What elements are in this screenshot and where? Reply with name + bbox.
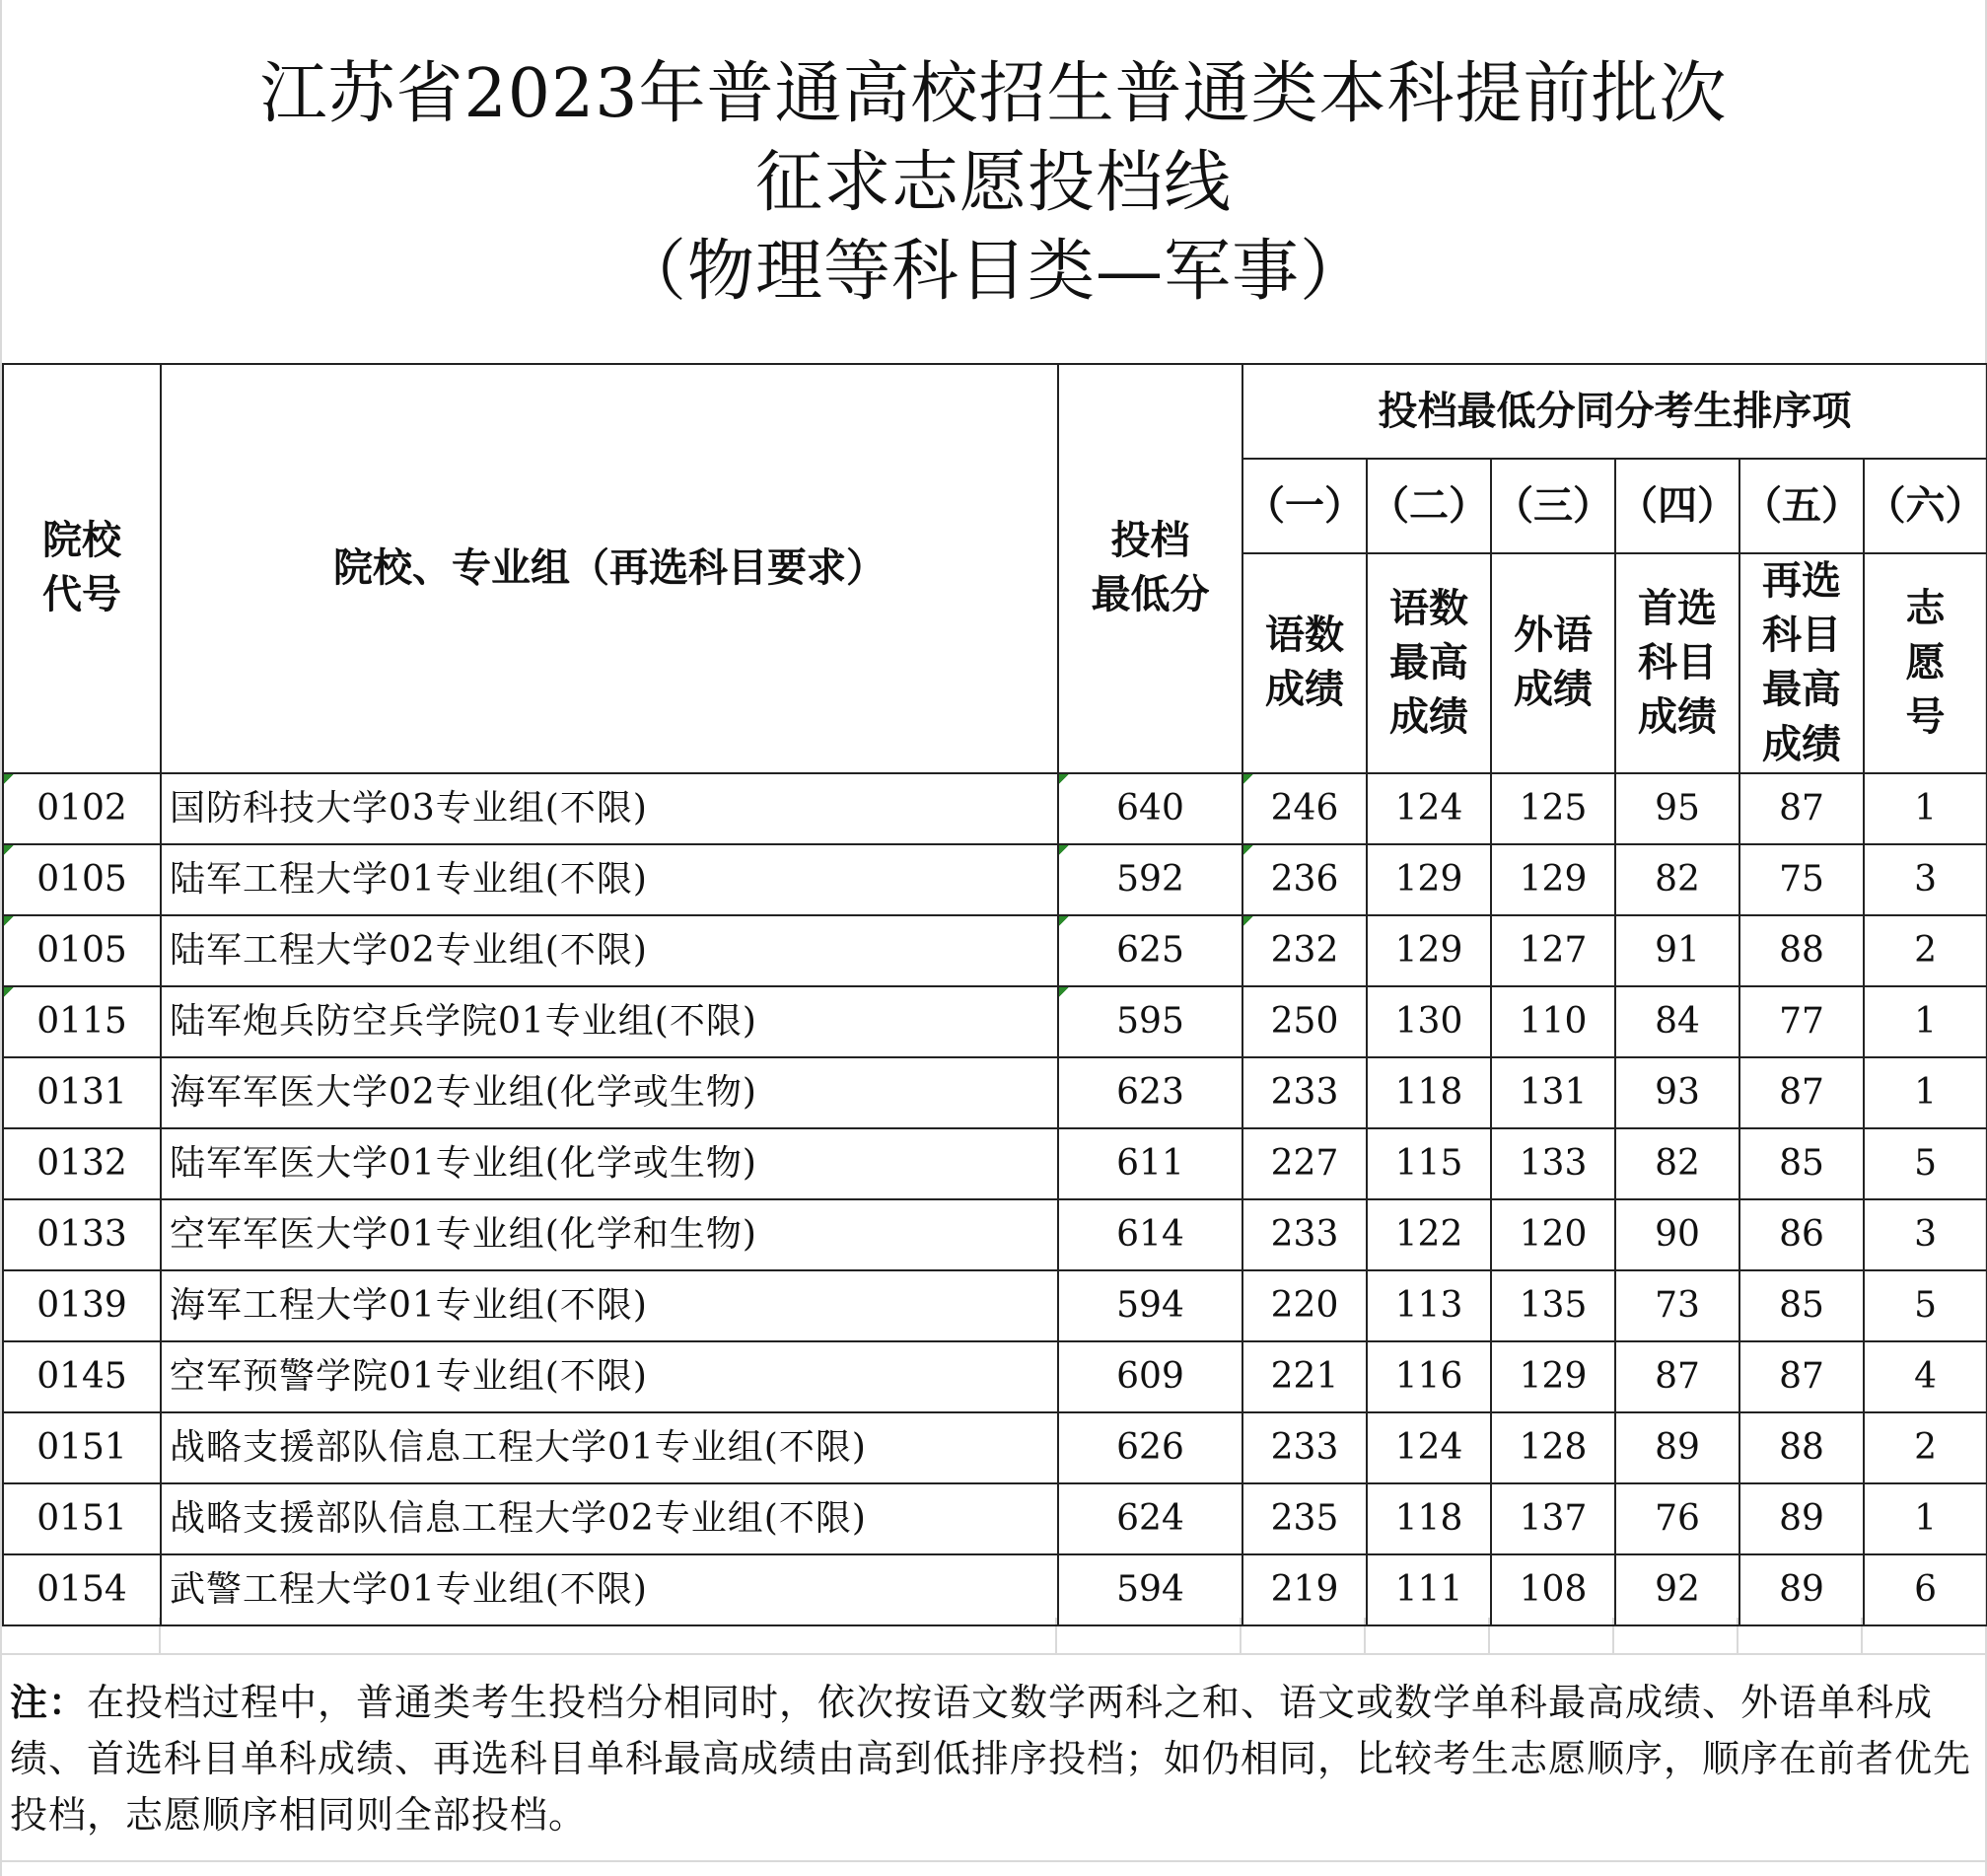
min-score-cell: 595: [1058, 986, 1242, 1057]
table-row: [3, 1412, 1987, 1483]
school-group-cell: 战略支援部队信息工程大学01专业组(不限): [161, 1412, 1058, 1483]
tiebreak-6-cell: 3: [1864, 844, 1987, 915]
min-score-cell: 594: [1058, 1554, 1242, 1625]
document-title-line-2: 征求志愿投档线: [754, 144, 1232, 222]
tiebreak-5-cell: 85: [1739, 1128, 1864, 1199]
sheet-gridline-footer-top: [0, 1653, 1987, 1655]
tiebreak-1-cell: 227: [1242, 1128, 1367, 1199]
tiebreak-5-cell: 86: [1739, 1199, 1864, 1270]
header-tiebreak-number: （二）: [1367, 459, 1491, 553]
header-tiebreak-group: 投档最低分同分考生排序项: [1242, 364, 1987, 459]
min-score-cell: 626: [1058, 1412, 1242, 1483]
tiebreak-1-cell: 233: [1242, 1057, 1367, 1128]
header-tiebreak-item-line: 志: [1905, 585, 1946, 631]
table-row: [3, 1057, 1987, 1128]
tiebreak-6-cell: 2: [1864, 915, 1987, 986]
tiebreak-3-cell: 129: [1491, 844, 1615, 915]
school-group-cell: 海军军医大学02专业组(化学或生物): [161, 1057, 1058, 1128]
tiebreak-4-cell: 92: [1615, 1554, 1739, 1625]
school-group-cell: 国防科技大学03专业组(不限): [161, 773, 1058, 844]
tiebreak-5-cell: 77: [1739, 986, 1864, 1057]
tiebreak-4-cell: 73: [1615, 1270, 1739, 1341]
footnote-text: 在投档过程中，普通类考生投档分相同时，依次按语文数学两科之和、语文或数学单科最高成绩、外语单科成绩、首选科目单科成绩、再选科目单科最高成绩由高到低排序投档；如仍相同，比较考生志愿顺序，顺序在前者优先投档，志愿顺序相同则全部投档。: [10, 1681, 1972, 1837]
header-tiebreak-item-line: 外语: [1514, 613, 1593, 659]
tiebreak-3-cell: 135: [1491, 1270, 1615, 1341]
table-row: [3, 1483, 1987, 1554]
header-tiebreak-number: （一）: [1242, 459, 1367, 553]
document-title-line-1: 江苏省2023年普通高校招生普通类本科提前批次: [259, 55, 1728, 133]
tiebreak-2-cell: 129: [1367, 915, 1491, 986]
tiebreak-3-cell: 137: [1491, 1483, 1615, 1554]
min-score-cell: 624: [1058, 1483, 1242, 1554]
school-code-cell: 0131: [3, 1057, 161, 1128]
tiebreak-5-cell: 85: [1739, 1270, 1864, 1341]
tiebreak-4-cell: 89: [1615, 1412, 1739, 1483]
header-tiebreak-item-line: 再选: [1762, 558, 1841, 604]
table-row: [3, 915, 1987, 986]
header-school-code-line: 代号: [42, 572, 121, 618]
tiebreak-6-cell: 1: [1864, 1057, 1987, 1128]
min-score-cell: 609: [1058, 1341, 1242, 1412]
tiebreak-4-cell: 90: [1615, 1199, 1739, 1270]
tiebreak-4-cell: 84: [1615, 986, 1739, 1057]
header-tiebreak-item-line: 愿: [1905, 639, 1946, 685]
header-tiebreak-item-line: 成绩: [1638, 693, 1717, 740]
header-min-score-line: 投档: [1110, 518, 1190, 564]
tiebreak-6-cell: 6: [1864, 1554, 1987, 1625]
table-row: [3, 844, 1987, 915]
school-group-cell: 陆军炮兵防空兵学院01专业组(不限): [161, 986, 1058, 1057]
school-group-cell: 空军军医大学01专业组(化学和生物): [161, 1199, 1058, 1270]
tiebreak-3-cell: 125: [1491, 773, 1615, 844]
header-tiebreak-item-line: 成绩: [1265, 667, 1344, 713]
tiebreak-6-cell: 5: [1864, 1128, 1987, 1199]
header-tiebreak-item: [1615, 553, 1739, 773]
tiebreak-4-cell: 91: [1615, 915, 1739, 986]
school-code-cell: 0139: [3, 1270, 161, 1341]
school-code-cell: 0151: [3, 1412, 161, 1483]
header-tiebreak-item-line: 语数: [1265, 613, 1344, 659]
tiebreak-1-cell: 220: [1242, 1270, 1367, 1341]
header-tiebreak-item-line: 最高: [1389, 639, 1468, 685]
tiebreak-4-cell: 95: [1615, 773, 1739, 844]
school-code-cell: 0105: [3, 844, 161, 915]
tiebreak-1-cell: 250: [1242, 986, 1367, 1057]
tiebreak-1-cell: 236: [1242, 844, 1367, 915]
header-tiebreak-number: （三）: [1491, 459, 1615, 553]
school-group-cell: 空军预警学院01专业组(不限): [161, 1341, 1058, 1412]
tiebreak-2-cell: 115: [1367, 1128, 1491, 1199]
header-tiebreak-item-line: 最高: [1762, 667, 1841, 713]
header-tiebreak-number: （六）: [1864, 459, 1987, 553]
tiebreak-1-cell: 221: [1242, 1341, 1367, 1412]
tiebreak-1-cell: 233: [1242, 1412, 1367, 1483]
min-score-cell: 640: [1058, 773, 1242, 844]
table-row: [3, 1128, 1987, 1199]
min-score-cell: 592: [1058, 844, 1242, 915]
tiebreak-4-cell: 76: [1615, 1483, 1739, 1554]
school-code-cell: 0102: [3, 773, 161, 844]
school-code-cell: 0132: [3, 1128, 161, 1199]
school-code-cell: 0105: [3, 915, 161, 986]
tiebreak-6-cell: 3: [1864, 1199, 1987, 1270]
tiebreak-1-cell: 235: [1242, 1483, 1367, 1554]
tiebreak-5-cell: 87: [1739, 773, 1864, 844]
document-title-line-3: （物理等科目类—军事）: [618, 233, 1368, 311]
tiebreak-2-cell: 122: [1367, 1199, 1491, 1270]
tiebreak-2-cell: 113: [1367, 1270, 1491, 1341]
tiebreak-6-cell: 4: [1864, 1341, 1987, 1412]
tiebreak-3-cell: 127: [1491, 915, 1615, 986]
tiebreak-6-cell: 1: [1864, 773, 1987, 844]
min-score-cell: 625: [1058, 915, 1242, 986]
tiebreak-1-cell: 233: [1242, 1199, 1367, 1270]
footnote: [10, 1675, 1977, 1843]
min-score-cell: 594: [1058, 1270, 1242, 1341]
table-row: [3, 773, 1987, 844]
header-tiebreak-item-line: 科目: [1762, 613, 1841, 659]
header-min-score-line: 最低分: [1091, 572, 1210, 618]
table-row: [3, 1270, 1987, 1341]
table-body: [3, 773, 1987, 1625]
min-score-cell: 611: [1058, 1128, 1242, 1199]
school-group-cell: 陆军工程大学01专业组(不限): [161, 844, 1058, 915]
header-school-code-line: 院校: [42, 518, 121, 564]
table-row: [3, 1341, 1987, 1412]
tiebreak-3-cell: 128: [1491, 1412, 1615, 1483]
tiebreak-2-cell: 124: [1367, 773, 1491, 844]
header-tiebreak-item-line: 成绩: [1389, 693, 1468, 740]
school-group-cell: 海军工程大学01专业组(不限): [161, 1270, 1058, 1341]
tiebreak-2-cell: 118: [1367, 1057, 1491, 1128]
tiebreak-1-cell: 219: [1242, 1554, 1367, 1625]
tiebreak-4-cell: 82: [1615, 1128, 1739, 1199]
table-row: [3, 986, 1987, 1057]
tiebreak-2-cell: 118: [1367, 1483, 1491, 1554]
tiebreak-6-cell: 5: [1864, 1270, 1987, 1341]
tiebreak-2-cell: 111: [1367, 1554, 1491, 1625]
header-school-code: [3, 364, 161, 773]
table-row: [3, 1554, 1987, 1625]
tiebreak-6-cell: 1: [1864, 1483, 1987, 1554]
header-tiebreak-item: [1864, 553, 1987, 773]
school-code-cell: 0154: [3, 1554, 161, 1625]
header-tiebreak-item-line: 首选: [1638, 585, 1717, 631]
tiebreak-5-cell: 89: [1739, 1483, 1864, 1554]
header-tiebreak-item: [1739, 553, 1864, 773]
tiebreak-5-cell: 88: [1739, 1412, 1864, 1483]
school-group-cell: 武警工程大学01专业组(不限): [161, 1554, 1058, 1625]
tiebreak-2-cell: 129: [1367, 844, 1491, 915]
header-tiebreak-item-line: 成绩: [1514, 667, 1593, 713]
admission-score-table: [2, 363, 1987, 1626]
sheet-gridline-bottom: [0, 1860, 1987, 1862]
tiebreak-5-cell: 89: [1739, 1554, 1864, 1625]
tiebreak-1-cell: 232: [1242, 915, 1367, 986]
tiebreak-5-cell: 87: [1739, 1341, 1864, 1412]
tiebreak-3-cell: 110: [1491, 986, 1615, 1057]
tiebreak-3-cell: 131: [1491, 1057, 1615, 1128]
school-group-cell: 战略支援部队信息工程大学02专业组(不限): [161, 1483, 1058, 1554]
tiebreak-6-cell: 1: [1864, 986, 1987, 1057]
header-tiebreak-item: [1491, 553, 1615, 773]
tiebreak-2-cell: 124: [1367, 1412, 1491, 1483]
tiebreak-4-cell: 82: [1615, 844, 1739, 915]
school-code-cell: 0151: [3, 1483, 161, 1554]
header-tiebreak-item: [1367, 553, 1491, 773]
tiebreak-5-cell: 75: [1739, 844, 1864, 915]
school-group-cell: 陆军工程大学02专业组(不限): [161, 915, 1058, 986]
school-code-cell: 0145: [3, 1341, 161, 1412]
tiebreak-4-cell: 87: [1615, 1341, 1739, 1412]
tiebreak-2-cell: 116: [1367, 1341, 1491, 1412]
tiebreak-2-cell: 130: [1367, 986, 1491, 1057]
header-min-score: [1058, 364, 1242, 773]
table-row: [3, 1199, 1987, 1270]
header-tiebreak-number: （五）: [1739, 459, 1864, 553]
header-tiebreak-number: （四）: [1615, 459, 1739, 553]
header-tiebreak-item-line: 成绩: [1762, 721, 1841, 767]
min-score-cell: 614: [1058, 1199, 1242, 1270]
tiebreak-3-cell: 129: [1491, 1341, 1615, 1412]
tiebreak-3-cell: 120: [1491, 1199, 1615, 1270]
tiebreak-1-cell: 246: [1242, 773, 1367, 844]
header-tiebreak-item-line: 号: [1905, 693, 1946, 740]
school-code-cell: 0115: [3, 986, 161, 1057]
tiebreak-5-cell: 87: [1739, 1057, 1864, 1128]
table-header: [3, 364, 1987, 773]
header-tiebreak-item: [1242, 553, 1367, 773]
tiebreak-5-cell: 88: [1739, 915, 1864, 986]
header-tiebreak-item-line: 科目: [1638, 639, 1717, 685]
header-tiebreak-item-line: 语数: [1389, 585, 1468, 631]
school-code-cell: 0133: [3, 1199, 161, 1270]
tiebreak-3-cell: 133: [1491, 1128, 1615, 1199]
school-group-cell: 陆军军医大学01专业组(化学或生物): [161, 1128, 1058, 1199]
footnote-label: 注：: [10, 1681, 88, 1724]
header-school-group: 院校、专业组（再选科目要求）: [161, 364, 1058, 773]
tiebreak-6-cell: 2: [1864, 1412, 1987, 1483]
tiebreak-4-cell: 93: [1615, 1057, 1739, 1128]
min-score-cell: 623: [1058, 1057, 1242, 1128]
tiebreak-3-cell: 108: [1491, 1554, 1615, 1625]
